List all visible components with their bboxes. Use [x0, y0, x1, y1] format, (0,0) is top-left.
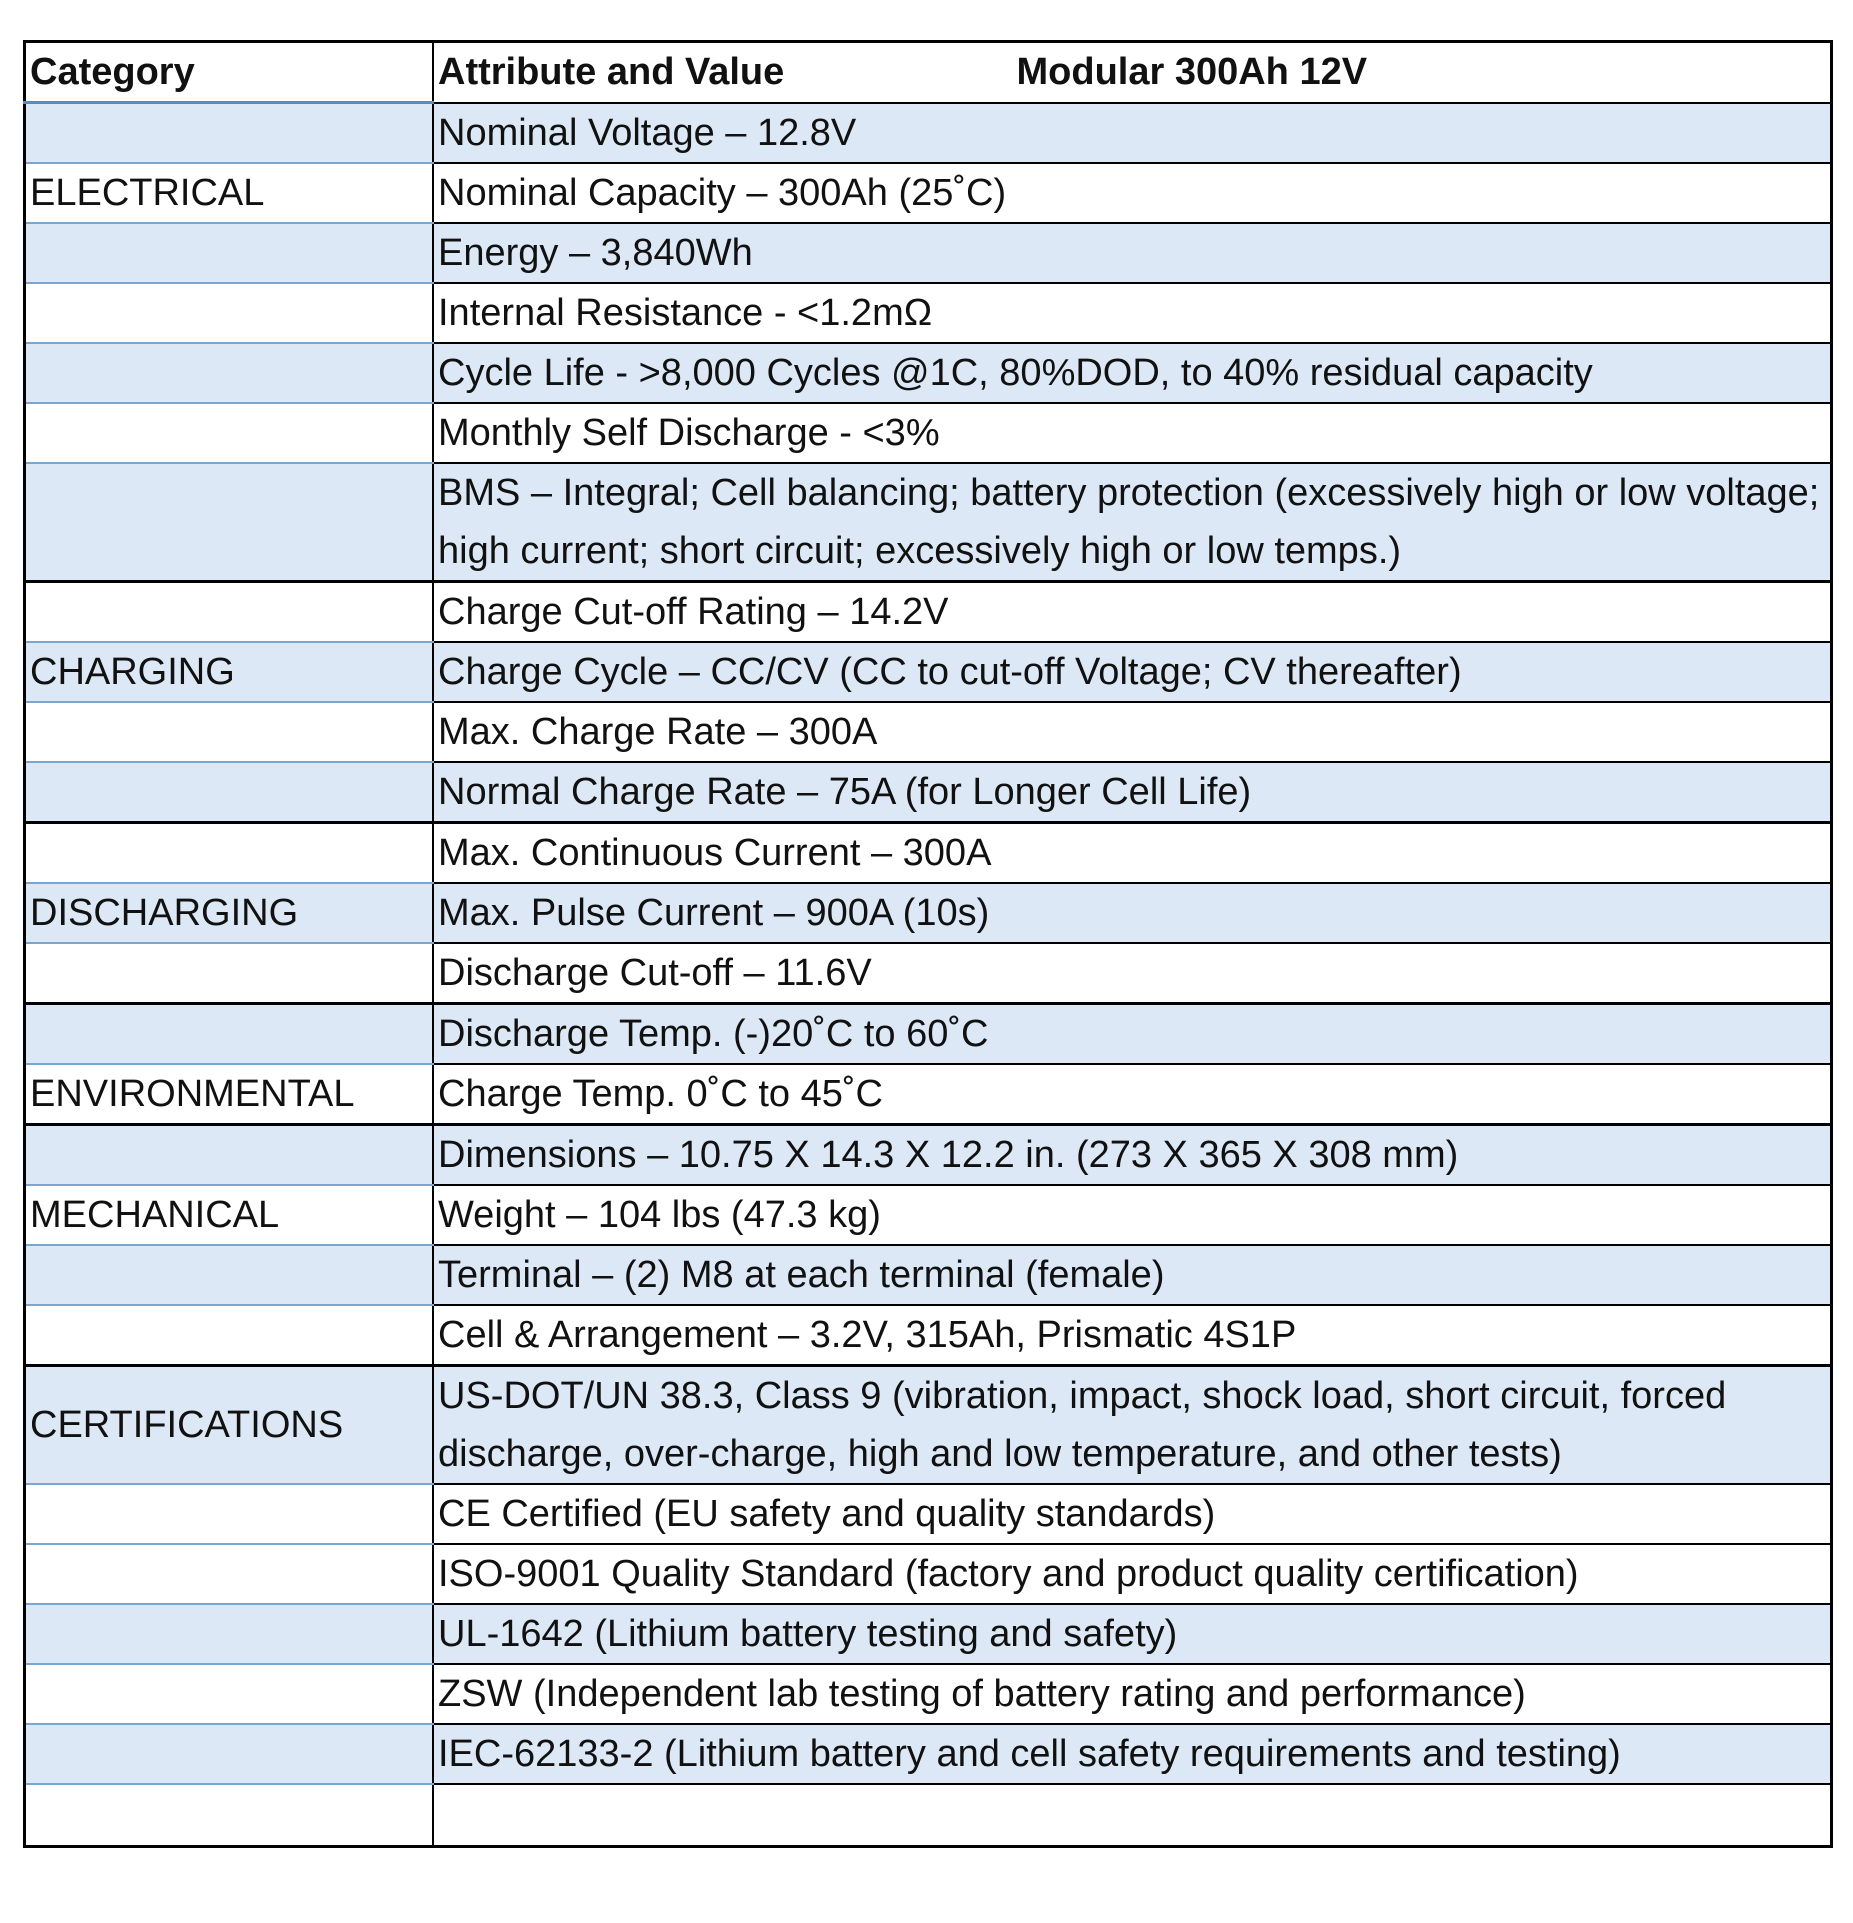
table-row — [25, 403, 1832, 463]
table-row — [25, 762, 1832, 823]
attribute-cell: Monthly Self Discharge - <3% — [433, 403, 1832, 463]
attribute-cell: ISO-9001 Quality Standard (factory and product quality certification) — [433, 1544, 1832, 1604]
category-cell — [25, 762, 434, 823]
category-cell — [25, 822, 434, 883]
attribute-cell: Charge Cycle – CC/CV (CC to cut-off Voltage; CV thereafter) — [433, 642, 1832, 702]
attribute-cell: Dimensions – 10.75 X 14.3 X 12.2 in. (273 X 365 X 308 mm) — [433, 1124, 1832, 1185]
table-row — [25, 1064, 1832, 1125]
header-model: Modular 300Ah 12V — [1016, 51, 1368, 94]
category-mechanical: MECHANICAL — [25, 1185, 434, 1245]
category-cell — [25, 403, 434, 463]
category-cell — [25, 702, 434, 762]
table-header-row — [25, 42, 1832, 103]
attribute-cell: Max. Charge Rate – 300A — [433, 702, 1832, 762]
table-row — [25, 1544, 1832, 1604]
table-row — [25, 642, 1832, 702]
table-row — [25, 223, 1832, 283]
attribute-cell: Weight – 104 lbs (47.3 kg) — [433, 1185, 1832, 1245]
table-row — [25, 283, 1832, 343]
category-cell — [25, 581, 434, 642]
attribute-cell: Cycle Life - >8,000 Cycles @1C, 80%DOD, to 40% residual capacity — [433, 343, 1832, 403]
category-cell — [25, 1124, 434, 1185]
table-row — [25, 103, 1832, 163]
attribute-cell: ZSW (Independent lab testing of battery rating and performance) — [433, 1664, 1832, 1724]
category-cell — [25, 1484, 434, 1544]
attribute-cell: Terminal – (2) M8 at each terminal (female) — [433, 1245, 1832, 1305]
table-row — [25, 163, 1832, 223]
table-row — [25, 1664, 1832, 1724]
header-category: Category — [25, 42, 434, 103]
category-cell — [25, 343, 434, 403]
attribute-cell — [433, 1784, 1832, 1847]
category-cell — [25, 1664, 434, 1724]
category-discharging: DISCHARGING — [25, 883, 434, 943]
table-row — [25, 463, 1832, 582]
table-row — [25, 1124, 1832, 1185]
attribute-cell: BMS – Integral; Cell balancing; battery protection (excessively high or low voltage; high current; short circuit; excessively high or low temps.) — [433, 463, 1832, 582]
category-cell — [25, 943, 434, 1004]
attribute-cell: Normal Charge Rate – 75A (for Longer Cell Life) — [433, 762, 1832, 823]
table-row — [25, 1604, 1832, 1664]
attribute-cell: Max. Pulse Current – 900A (10s) — [433, 883, 1832, 943]
category-cell — [25, 223, 434, 283]
category-cell — [25, 1245, 434, 1305]
attribute-cell: Discharge Temp. (-)20˚C to 60˚C — [433, 1003, 1832, 1064]
category-cell — [25, 1544, 434, 1604]
attribute-cell: Energy – 3,840Wh — [433, 223, 1832, 283]
category-charging: CHARGING — [25, 642, 434, 702]
table-row — [25, 943, 1832, 1004]
table-row — [25, 1185, 1832, 1245]
category-cell — [25, 283, 434, 343]
attribute-cell: UL-1642 (Lithium battery testing and safety) — [433, 1604, 1832, 1664]
table-row — [25, 1305, 1832, 1366]
category-certifications: CERTIFICATIONS — [25, 1365, 434, 1484]
table-row — [25, 822, 1832, 883]
table-row — [25, 1245, 1832, 1305]
attribute-cell: Internal Resistance - <1.2mΩ — [433, 283, 1832, 343]
attribute-cell: US-DOT/UN 38.3, Class 9 (vibration, impact, shock load, short circuit, forced discharge, over-charge, high and low temperature, and other tests) — [433, 1365, 1832, 1484]
table-row-empty — [25, 1784, 1832, 1847]
category-cell — [25, 1784, 434, 1847]
category-cell — [25, 1604, 434, 1664]
attribute-cell: Nominal Voltage – 12.8V — [433, 103, 1832, 163]
table-row — [25, 1365, 1832, 1484]
category-cell — [25, 1305, 434, 1366]
table-row — [25, 702, 1832, 762]
attribute-cell: Cell & Arrangement – 3.2V, 315Ah, Prismatic 4S1P — [433, 1305, 1832, 1366]
category-cell — [25, 463, 434, 582]
table-row — [25, 883, 1832, 943]
attribute-cell: CE Certified (EU safety and quality standards) — [433, 1484, 1832, 1544]
attribute-cell: Charge Temp. 0˚C to 45˚C — [433, 1064, 1832, 1125]
category-cell — [25, 1724, 434, 1784]
table-row — [25, 1484, 1832, 1544]
table-row — [25, 1003, 1832, 1064]
attribute-cell: Max. Continuous Current – 300A — [433, 822, 1832, 883]
table-row — [25, 343, 1832, 403]
table-row — [25, 581, 1832, 642]
attribute-cell: Nominal Capacity – 300Ah (25˚C) — [433, 163, 1832, 223]
category-cell — [25, 1003, 434, 1064]
attribute-cell: IEC-62133-2 (Lithium battery and cell safety requirements and testing) — [433, 1724, 1832, 1784]
header-attribute: Attribute and Value — [438, 51, 785, 94]
header-attribute-cell — [433, 42, 1832, 103]
category-electrical: ELECTRICAL — [25, 163, 434, 223]
category-cell — [25, 103, 434, 163]
table-row — [25, 1724, 1832, 1784]
attribute-cell: Charge Cut-off Rating – 14.2V — [433, 581, 1832, 642]
spec-table — [23, 40, 1833, 1848]
category-environmental: ENVIRONMENTAL — [25, 1064, 434, 1125]
attribute-cell: Discharge Cut-off – 11.6V — [433, 943, 1832, 1004]
